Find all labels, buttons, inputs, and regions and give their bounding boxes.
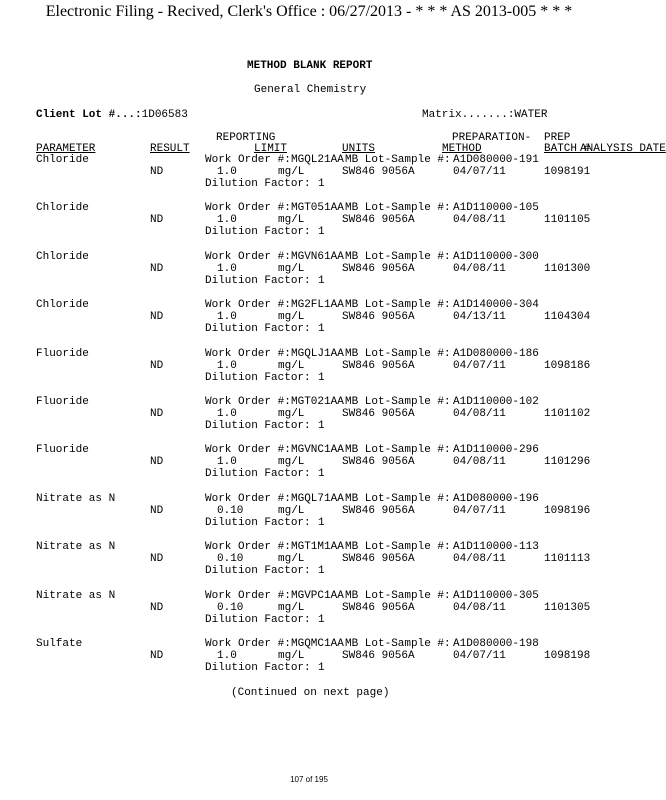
batch-value: 1101105 [544,214,591,226]
lot-sample-value: A1D080000-186 [453,348,539,360]
table-row [0,251,618,287]
result-value: ND [150,214,164,226]
dilution-factor-label: Dilution Factor: [205,662,311,674]
lot-sample-value: A1D110000-300 [453,251,539,263]
date-value: 04/08/11 [453,408,506,420]
work-order-value: MG2FL1AA [291,299,344,311]
mb-lot-sample-label: MB Lot-Sample #: [345,444,451,456]
dilution-factor-label: Dilution Factor: [205,614,311,626]
units-value: mg/L [278,311,305,323]
matrix-value: WATER [514,109,548,121]
mb-lot-sample-label: MB Lot-Sample #: [345,154,451,166]
col-batch: BATCH # [544,143,591,155]
units-value: mg/L [278,456,305,468]
lot-sample-value: A1D110000-305 [453,590,539,602]
date-value: 04/08/11 [453,553,506,565]
work-order-value: MGVN61AA [291,251,344,263]
units-value: mg/L [278,505,305,517]
lot-sample-value: A1D110000-296 [453,444,539,456]
lot-sample-value: A1D080000-191 [453,154,539,166]
work-order-label: Work Order #: [205,396,291,408]
col-result: RESULT [150,143,190,155]
work-order-label: Work Order #: [205,202,291,214]
work-order-value: MGT051AA [291,202,344,214]
col-analysis-date: ANALYSIS DATE [580,143,666,155]
parameter-name: Fluoride [36,348,89,360]
parameter-name: Chloride [36,299,89,311]
dilution-factor-label: Dilution Factor: [205,178,311,190]
limit-value: 1.0 [217,214,237,226]
col-prep: PREP [544,132,571,144]
dilution-factor-value: 1 [318,517,325,529]
batch-value: 1098186 [544,360,591,372]
work-order-label: Work Order #: [205,299,291,311]
parameter-name: Fluoride [36,444,89,456]
method-value: SW846 9056A [342,263,415,275]
date-value: 04/08/11 [453,263,506,275]
mb-lot-sample-label: MB Lot-Sample #: [345,396,451,408]
lot-sample-value: A1D080000-198 [453,638,539,650]
result-value: ND [150,166,164,178]
parameter-name: Chloride [36,202,89,214]
col-reporting: REPORTING [216,132,276,144]
dilution-factor-label: Dilution Factor: [205,565,311,577]
method-value: SW846 9056A [342,214,415,226]
lot-sample-value: A1D110000-105 [453,202,539,214]
col-preparation: PREPARATION- [452,132,532,144]
work-order-value: MGQL21AA [291,154,344,166]
limit-value: 1.0 [217,650,237,662]
col-parameter: PARAMETER [36,143,96,155]
dilution-factor-value: 1 [318,662,325,674]
result-value: ND [150,360,164,372]
date-value: 04/08/11 [453,456,506,468]
table-row [0,444,618,480]
units-value: mg/L [278,263,305,275]
units-value: mg/L [278,553,305,565]
batch-value: 1101300 [544,263,591,275]
work-order-label: Work Order #: [205,638,291,650]
units-value: mg/L [278,408,305,420]
parameter-name: Fluoride [36,396,89,408]
batch-value: 1098191 [544,166,591,178]
limit-value: 1.0 [217,166,237,178]
result-value: ND [150,505,164,517]
table-row [0,638,618,674]
work-order-label: Work Order #: [205,348,291,360]
dilution-factor-value: 1 [318,323,325,335]
units-value: mg/L [278,650,305,662]
work-order-value: MGQMC1AA [291,638,344,650]
work-order-value: MGQL71AA [291,493,344,505]
table-row [0,348,618,384]
mb-lot-sample-label: MB Lot-Sample #: [345,638,451,650]
dilution-factor-label: Dilution Factor: [205,323,311,335]
parameter-name: Sulfate [36,638,83,650]
dilution-factor-value: 1 [318,614,325,626]
result-value: ND [150,650,164,662]
mb-lot-sample-label: MB Lot-Sample #: [345,299,451,311]
lot-sample-value: A1D140000-304 [453,299,539,311]
dilution-factor-label: Dilution Factor: [205,420,311,432]
work-order-label: Work Order #: [205,541,291,553]
table-row [0,154,618,190]
dilution-factor-value: 1 [318,226,325,238]
date-value: 04/13/11 [453,311,506,323]
work-order-label: Work Order #: [205,590,291,602]
limit-value: 1.0 [217,311,237,323]
method-value: SW846 9056A [342,505,415,517]
work-order-label: Work Order #: [205,154,291,166]
matrix [422,109,547,121]
mb-lot-sample-label: MB Lot-Sample #: [345,590,451,602]
table-row [0,493,618,529]
method-value: SW846 9056A [342,602,415,614]
result-value: ND [150,263,164,275]
page-number: 107 of 195 [290,775,328,784]
method-value: SW846 9056A [342,166,415,178]
limit-value: 1.0 [217,263,237,275]
date-value: 04/08/11 [453,214,506,226]
batch-value: 1101102 [544,408,591,420]
date-value: 04/07/11 [453,650,506,662]
work-order-value: MGVNC1AA [291,444,344,456]
dilution-factor-label: Dilution Factor: [205,226,311,238]
client-lot-value: 1D06583 [141,109,188,121]
units-value: mg/L [278,602,305,614]
table-row [0,590,618,626]
limit-value: 1.0 [217,408,237,420]
batch-value: 1098198 [544,650,591,662]
dilution-factor-value: 1 [318,420,325,432]
parameter-name: Nitrate as N [36,590,116,602]
matrix-label: Matrix.......: [422,109,515,121]
client-lot [36,109,188,121]
method-value: SW846 9056A [342,456,415,468]
dilution-factor-value: 1 [318,178,325,190]
dilution-factor-value: 1 [318,565,325,577]
dilution-factor-value: 1 [318,372,325,384]
limit-value: 0.10 [217,602,244,614]
dilution-factor-label: Dilution Factor: [205,275,311,287]
method-value: SW846 9056A [342,408,415,420]
table-row [0,202,618,238]
col-method: METHOD [442,143,482,155]
limit-value: 0.10 [217,505,244,517]
lot-sample-value: A1D080000-196 [453,493,539,505]
continued-note: (Continued on next page) [231,687,390,699]
work-order-value: MGQLJ1AA [291,348,344,360]
batch-value: 1104304 [544,311,591,323]
mb-lot-sample-label: MB Lot-Sample #: [345,348,451,360]
result-value: ND [150,408,164,420]
work-order-label: Work Order #: [205,251,291,263]
client-lot-label: Client Lot #...: [36,109,142,121]
parameter-name: Nitrate as N [36,493,116,505]
filing-header: Electronic Filing - Recived, Clerk's Office : 06/27/2013 - * * * AS 2013-005 * * * [45,3,573,20]
table-row [0,299,618,335]
col-units: UNITS [342,143,376,155]
date-value: 04/07/11 [453,166,506,178]
date-value: 04/08/11 [453,602,506,614]
parameter-name: Chloride [36,251,89,263]
limit-value: 1.0 [217,360,237,372]
batch-value: 1098196 [544,505,591,517]
mb-lot-sample-label: MB Lot-Sample #: [345,251,451,263]
dilution-factor-label: Dilution Factor: [205,517,311,529]
method-value: SW846 9056A [342,311,415,323]
work-order-label: Work Order #: [205,493,291,505]
limit-value: 0.10 [217,553,244,565]
dilution-factor-value: 1 [318,275,325,287]
mb-lot-sample-label: MB Lot-Sample #: [345,202,451,214]
lot-sample-value: A1D110000-113 [453,541,539,553]
work-order-value: MGT1M1AA [291,541,344,553]
limit-value: 1.0 [217,456,237,468]
report-title: METHOD BLANK REPORT [247,60,373,72]
date-value: 04/07/11 [453,360,506,372]
col-limit: LIMIT [254,143,288,155]
units-value: mg/L [278,214,305,226]
result-value: ND [150,311,164,323]
mb-lot-sample-label: MB Lot-Sample #: [345,541,451,553]
date-value: 04/07/11 [453,505,506,517]
parameter-name: Chloride [36,154,89,166]
report-subtitle: General Chemistry [254,84,367,96]
result-value: ND [150,553,164,565]
work-order-label: Work Order #: [205,444,291,456]
dilution-factor-label: Dilution Factor: [205,372,311,384]
method-value: SW846 9056A [342,650,415,662]
method-value: SW846 9056A [342,360,415,372]
table-row [0,541,618,577]
batch-value: 1101113 [544,553,591,565]
method-value: SW846 9056A [342,553,415,565]
result-value: ND [150,456,164,468]
mb-lot-sample-label: MB Lot-Sample #: [345,493,451,505]
units-value: mg/L [278,360,305,372]
work-order-value: MGVPC1AA [291,590,344,602]
dilution-factor-label: Dilution Factor: [205,468,311,480]
dilution-factor-value: 1 [318,468,325,480]
units-value: mg/L [278,166,305,178]
batch-value: 1101305 [544,602,591,614]
result-value: ND [150,602,164,614]
parameter-name: Nitrate as N [36,541,116,553]
work-order-value: MGT021AA [291,396,344,408]
batch-value: 1101296 [544,456,591,468]
lot-sample-value: A1D110000-102 [453,396,539,408]
table-row [0,396,618,432]
